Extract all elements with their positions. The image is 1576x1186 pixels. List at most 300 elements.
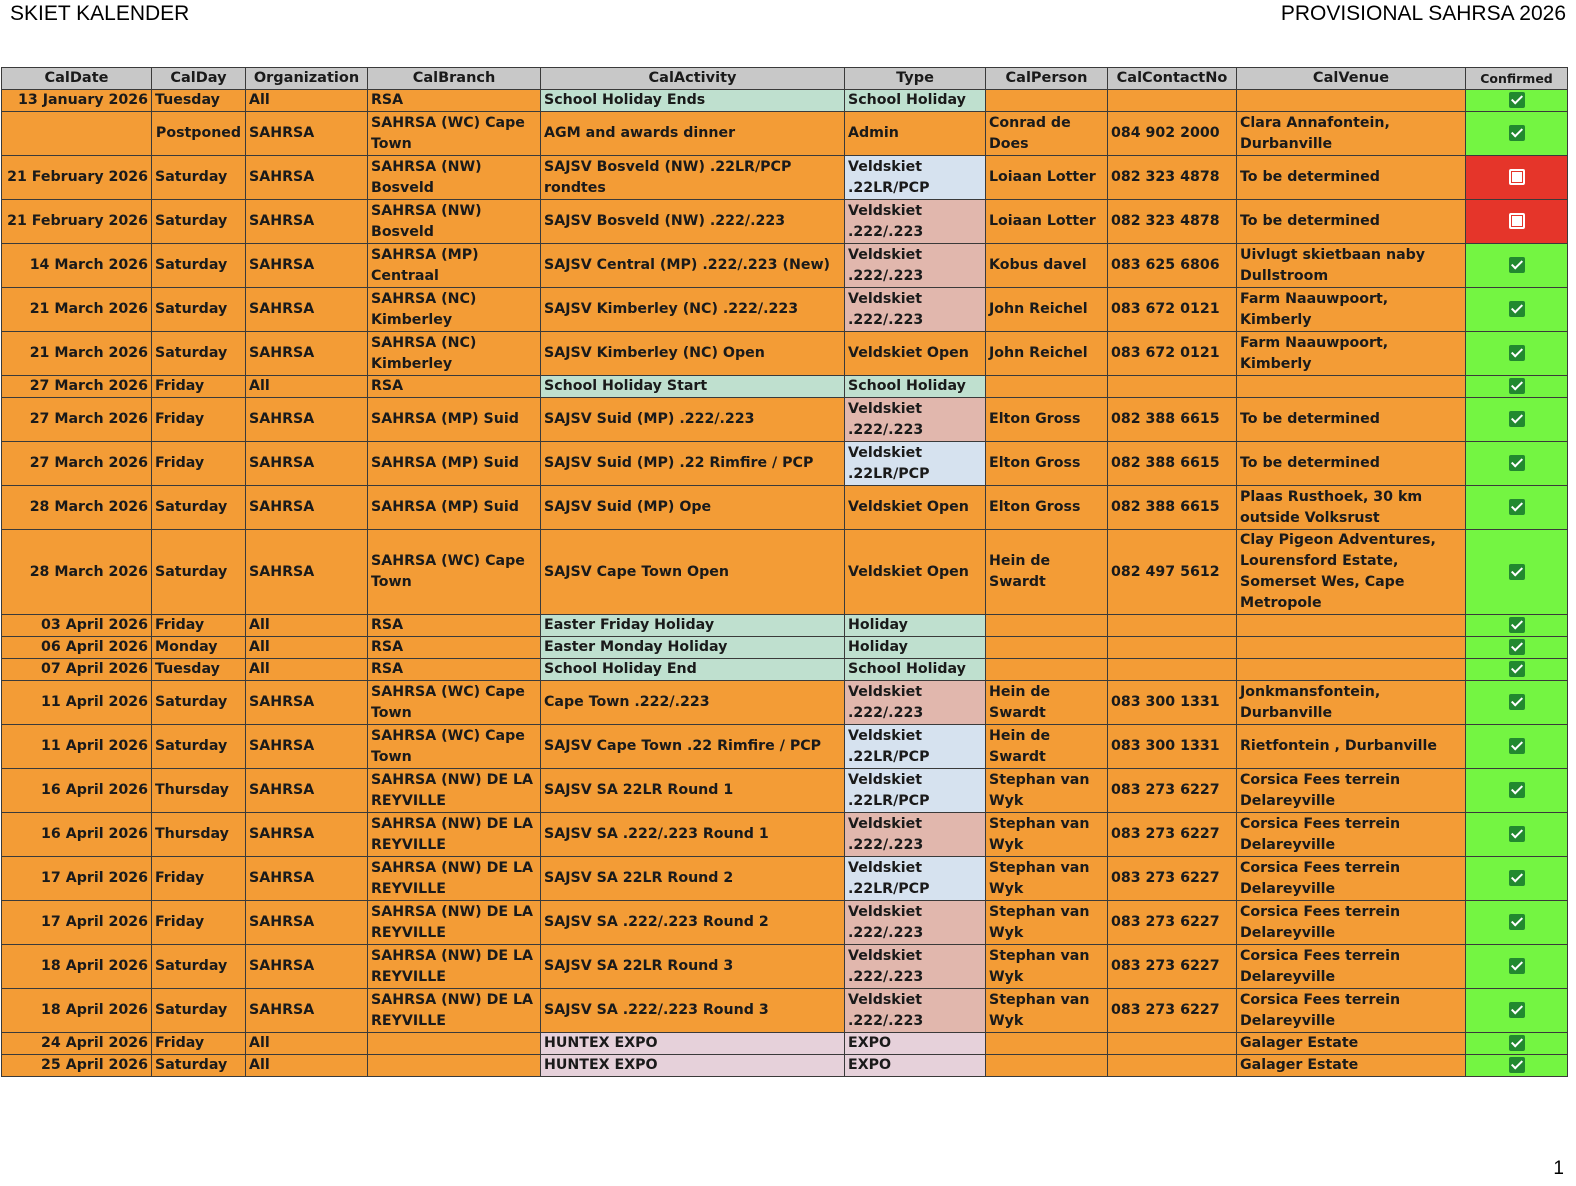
checkbox-checked-icon[interactable] (1509, 345, 1525, 361)
cell-calbranch: SAHRSA (NW) DE LA REYVILLE (368, 901, 541, 945)
cell-calday: Friday (152, 376, 246, 398)
checkbox-checked-icon[interactable] (1509, 782, 1525, 798)
cell-calactivity: SAJSV Suid (MP) .22 Rimfire / PCP (541, 442, 845, 486)
cell-calvenue (1237, 615, 1466, 637)
cell-calcontactno (1108, 659, 1237, 681)
cell-calactivity: School Holiday End (541, 659, 845, 681)
checkbox-checked-icon[interactable] (1509, 1057, 1525, 1073)
cell-calbranch: SAHRSA (NW) DE LA REYVILLE (368, 813, 541, 857)
cell-confirmed (1466, 112, 1568, 156)
cell-confirmed (1466, 442, 1568, 486)
cell-calvenue: Corsica Fees terrein Delareyville (1237, 813, 1466, 857)
cell-caldate (2, 112, 152, 156)
cell-calactivity: SAJSV SA 22LR Round 1 (541, 769, 845, 813)
cell-type: Veldskiet .222/.223 (845, 989, 986, 1033)
col-header-calbranch: CalBranch (368, 68, 541, 90)
cell-type: Veldskiet .222/.223 (845, 813, 986, 857)
cell-calbranch: SAHRSA (MP) Suid (368, 398, 541, 442)
cell-caldate: 16 April 2026 (2, 813, 152, 857)
cell-calperson (986, 376, 1108, 398)
checkbox-checked-icon[interactable] (1509, 564, 1525, 580)
cell-calcontactno: 083 273 6227 (1108, 813, 1237, 857)
cell-calbranch: RSA (368, 659, 541, 681)
cell-calactivity: SAJSV Suid (MP) Ope (541, 486, 845, 530)
cell-calvenue: To be determined (1237, 398, 1466, 442)
cell-calactivity: SAJSV SA .222/.223 Round 3 (541, 989, 845, 1033)
cell-calvenue (1237, 376, 1466, 398)
cell-calcontactno: 082 497 5612 (1108, 530, 1237, 615)
cell-calvenue: Clara Annafontein, Durbanville (1237, 112, 1466, 156)
cell-organization: All (246, 637, 368, 659)
cell-calday: Postponed (152, 112, 246, 156)
table-row (2, 288, 1568, 332)
checkbox-checked-icon[interactable] (1509, 661, 1525, 677)
cell-calactivity: AGM and awards dinner (541, 112, 845, 156)
cell-calbranch: SAHRSA (MP) Centraal (368, 244, 541, 288)
cell-calperson: Stephan van Wyk (986, 945, 1108, 989)
cell-confirmed (1466, 813, 1568, 857)
table-row (2, 90, 1568, 112)
cell-calcontactno: 083 273 6227 (1108, 945, 1237, 989)
cell-type: Veldskiet .222/.223 (845, 288, 986, 332)
cell-calday: Friday (152, 857, 246, 901)
cell-calbranch: SAHRSA (NC) Kimberley (368, 288, 541, 332)
cell-confirmed (1466, 1055, 1568, 1077)
cell-caldate: 27 March 2026 (2, 398, 152, 442)
cell-type: School Holiday (845, 376, 986, 398)
cell-caldate: 21 March 2026 (2, 288, 152, 332)
cell-caldate: 24 April 2026 (2, 1033, 152, 1055)
cell-calday: Tuesday (152, 90, 246, 112)
checkbox-checked-icon[interactable] (1509, 499, 1525, 515)
col-header-calvenue: CalVenue (1237, 68, 1466, 90)
table-row (2, 989, 1568, 1033)
cell-confirmed (1466, 486, 1568, 530)
checkbox-checked-icon[interactable] (1509, 738, 1525, 754)
cell-organization: SAHRSA (246, 945, 368, 989)
cell-confirmed (1466, 1033, 1568, 1055)
cell-calvenue: Corsica Fees terrein Delareyville (1237, 769, 1466, 813)
cell-confirmed (1466, 244, 1568, 288)
cell-calvenue: To be determined (1237, 200, 1466, 244)
cell-calbranch: RSA (368, 90, 541, 112)
cell-confirmed (1466, 725, 1568, 769)
cell-calcontactno: 083 273 6227 (1108, 901, 1237, 945)
cell-calbranch: RSA (368, 637, 541, 659)
cell-calperson: Loiaan Lotter (986, 156, 1108, 200)
checkbox-checked-icon[interactable] (1509, 1035, 1525, 1051)
cell-calvenue: Galager Estate (1237, 1055, 1466, 1077)
cell-type: Veldskiet .222/.223 (845, 398, 986, 442)
cell-calactivity: SAJSV Central (MP) .222/.223 (New) (541, 244, 845, 288)
table-row (2, 901, 1568, 945)
table-row (2, 725, 1568, 769)
cell-calbranch (368, 1033, 541, 1055)
table-row (2, 486, 1568, 530)
cell-calbranch: SAHRSA (MP) Suid (368, 486, 541, 530)
checkbox-checked-icon[interactable] (1509, 92, 1525, 108)
cell-type: School Holiday (845, 659, 986, 681)
cell-calvenue: Corsica Fees terrein Delareyville (1237, 989, 1466, 1033)
cell-calcontactno: 083 273 6227 (1108, 857, 1237, 901)
cell-calactivity: SAJSV SA .222/.223 Round 1 (541, 813, 845, 857)
cell-calperson: Elton Gross (986, 398, 1108, 442)
cell-calbranch: RSA (368, 615, 541, 637)
cell-calbranch: SAHRSA (NW) DE LA REYVILLE (368, 769, 541, 813)
cell-organization: All (246, 90, 368, 112)
cell-calactivity: HUNTEX EXPO (541, 1033, 845, 1055)
cell-confirmed (1466, 901, 1568, 945)
cell-type: Veldskiet .222/.223 (845, 244, 986, 288)
cell-organization: SAHRSA (246, 288, 368, 332)
table-row (2, 244, 1568, 288)
cell-organization: SAHRSA (246, 681, 368, 725)
checkbox-checked-icon[interactable] (1509, 826, 1525, 842)
cell-calperson (986, 1055, 1108, 1077)
cell-calday: Saturday (152, 486, 246, 530)
cell-calcontactno: 083 300 1331 (1108, 681, 1237, 725)
cell-caldate: 21 March 2026 (2, 332, 152, 376)
cell-confirmed (1466, 681, 1568, 725)
cell-calday: Thursday (152, 769, 246, 813)
cell-type: EXPO (845, 1033, 986, 1055)
cell-calperson: John Reichel (986, 332, 1108, 376)
cell-calbranch: RSA (368, 376, 541, 398)
checkbox-checked-icon[interactable] (1509, 958, 1525, 974)
cell-calvenue: Corsica Fees terrein Delareyville (1237, 945, 1466, 989)
cell-calcontactno (1108, 1055, 1237, 1077)
cell-type: Veldskiet .22LR/PCP (845, 442, 986, 486)
cell-calperson (986, 615, 1108, 637)
cell-organization: SAHRSA (246, 332, 368, 376)
header-row (2, 68, 1568, 90)
cell-calperson: Stephan van Wyk (986, 857, 1108, 901)
cell-calbranch: SAHRSA (MP) Suid (368, 442, 541, 486)
col-header-confirmed: Confirmed (1466, 68, 1568, 90)
cell-confirmed (1466, 156, 1568, 200)
col-header-organization: Organization (246, 68, 368, 90)
cell-calvenue: Corsica Fees terrein Delareyville (1237, 901, 1466, 945)
col-header-calcontactno: CalContactNo (1108, 68, 1237, 90)
checkbox-checked-icon[interactable] (1509, 301, 1525, 317)
cell-calvenue: To be determined (1237, 442, 1466, 486)
col-header-calactivity: CalActivity (541, 68, 845, 90)
checkbox-unchecked-icon[interactable] (1509, 169, 1525, 185)
checkbox-checked-icon[interactable] (1509, 1002, 1525, 1018)
cell-calactivity: SAJSV Cape Town .22 Rimfire / PCP (541, 725, 845, 769)
cell-calday: Monday (152, 637, 246, 659)
checkbox-checked-icon[interactable] (1509, 411, 1525, 427)
cell-caldate: 11 April 2026 (2, 725, 152, 769)
cell-caldate: 17 April 2026 (2, 857, 152, 901)
cell-calcontactno: 083 300 1331 (1108, 725, 1237, 769)
table-row (2, 1055, 1568, 1077)
cell-calactivity: SAJSV SA .222/.223 Round 2 (541, 901, 845, 945)
cell-caldate: 03 April 2026 (2, 615, 152, 637)
cell-calvenue (1237, 637, 1466, 659)
cell-calactivity: SAJSV Kimberley (NC) Open (541, 332, 845, 376)
cell-calcontactno: 083 672 0121 (1108, 332, 1237, 376)
cell-calday: Saturday (152, 156, 246, 200)
cell-type: Veldskiet .222/.223 (845, 681, 986, 725)
table-row (2, 857, 1568, 901)
cell-calperson (986, 90, 1108, 112)
cell-calday: Saturday (152, 681, 246, 725)
table-row (2, 615, 1568, 637)
cell-organization: SAHRSA (246, 398, 368, 442)
cell-calperson: Stephan van Wyk (986, 901, 1108, 945)
table-row (2, 156, 1568, 200)
table-row (2, 1033, 1568, 1055)
cell-calcontactno: 082 388 6615 (1108, 398, 1237, 442)
cell-calperson: Hein de Swardt (986, 530, 1108, 615)
cell-calday: Friday (152, 442, 246, 486)
cell-caldate: 25 April 2026 (2, 1055, 152, 1077)
cell-calactivity: Easter Monday Holiday (541, 637, 845, 659)
cell-calvenue (1237, 659, 1466, 681)
cell-calvenue: Corsica Fees terrein Delareyville (1237, 857, 1466, 901)
cell-caldate: 28 March 2026 (2, 530, 152, 615)
cell-calactivity: SAJSV SA 22LR Round 2 (541, 857, 845, 901)
cell-confirmed (1466, 637, 1568, 659)
cell-confirmed (1466, 530, 1568, 615)
checkbox-checked-icon[interactable] (1509, 914, 1525, 930)
cell-calactivity: Easter Friday Holiday (541, 615, 845, 637)
col-header-type: Type (845, 68, 986, 90)
checkbox-checked-icon[interactable] (1509, 639, 1525, 655)
cell-organization: SAHRSA (246, 200, 368, 244)
cell-organization: SAHRSA (246, 813, 368, 857)
table-row (2, 769, 1568, 813)
cell-calcontactno (1108, 637, 1237, 659)
table-row (2, 332, 1568, 376)
checkbox-unchecked-icon[interactable] (1509, 213, 1525, 229)
cell-calday: Saturday (152, 945, 246, 989)
cell-organization: All (246, 376, 368, 398)
cell-organization: SAHRSA (246, 486, 368, 530)
document-title: SKIET KALENDER (10, 2, 190, 25)
cell-caldate: 21 February 2026 (2, 156, 152, 200)
cell-calday: Tuesday (152, 659, 246, 681)
table-row (2, 681, 1568, 725)
cell-type: Veldskiet .222/.223 (845, 901, 986, 945)
cell-calbranch: SAHRSA (WC) Cape Town (368, 681, 541, 725)
table-row (2, 442, 1568, 486)
cell-calactivity: SAJSV SA 22LR Round 3 (541, 945, 845, 989)
cell-calday: Saturday (152, 288, 246, 332)
cell-calperson: Hein de Swardt (986, 725, 1108, 769)
document-subtitle: PROVISIONAL SAHRSA 2026 (1280, 2, 1566, 25)
cell-type: Holiday (845, 637, 986, 659)
table-row (2, 200, 1568, 244)
cell-calday: Saturday (152, 200, 246, 244)
cell-calactivity: SAJSV Bosveld (NW) .222/.223 (541, 200, 845, 244)
cell-type: School Holiday (845, 90, 986, 112)
cell-confirmed (1466, 200, 1568, 244)
cell-organization: SAHRSA (246, 857, 368, 901)
cell-calcontactno: 084 902 2000 (1108, 112, 1237, 156)
cell-type: Holiday (845, 615, 986, 637)
cell-confirmed (1466, 90, 1568, 112)
cell-organization: SAHRSA (246, 725, 368, 769)
cell-calcontactno: 083 625 6806 (1108, 244, 1237, 288)
cell-calperson (986, 1033, 1108, 1055)
cell-caldate: 27 March 2026 (2, 376, 152, 398)
checkbox-checked-icon[interactable] (1509, 870, 1525, 886)
checkbox-checked-icon[interactable] (1509, 455, 1525, 471)
cell-type: Veldskiet .22LR/PCP (845, 725, 986, 769)
cell-calday: Saturday (152, 530, 246, 615)
cell-caldate: 13 January 2026 (2, 90, 152, 112)
cell-calvenue: Plaas Rusthoek, 30 km outside Volksrust (1237, 486, 1466, 530)
cell-type: Veldskiet Open (845, 332, 986, 376)
cell-organization: All (246, 1033, 368, 1055)
cell-calvenue: Clay Pigeon Adventures, Lourensford Estate, Somerset Wes, Cape Metropole (1237, 530, 1466, 615)
cell-calvenue (1237, 90, 1466, 112)
cell-calcontactno: 083 672 0121 (1108, 288, 1237, 332)
col-header-calday: CalDay (152, 68, 246, 90)
cell-calperson (986, 659, 1108, 681)
cell-caldate: 06 April 2026 (2, 637, 152, 659)
cell-calday: Thursday (152, 813, 246, 857)
page-number: 1 (1553, 1158, 1564, 1179)
cell-calactivity: SAJSV Cape Town Open (541, 530, 845, 615)
cell-calperson: Elton Gross (986, 486, 1108, 530)
cell-calactivity: SAJSV Suid (MP) .222/.223 (541, 398, 845, 442)
cell-calvenue: Uivlugt skietbaan naby Dullstroom (1237, 244, 1466, 288)
cell-calcontactno: 082 388 6615 (1108, 486, 1237, 530)
cell-calperson: Conrad de Does (986, 112, 1108, 156)
cell-calcontactno: 083 273 6227 (1108, 989, 1237, 1033)
cell-confirmed (1466, 332, 1568, 376)
cell-calday: Saturday (152, 244, 246, 288)
cell-caldate: 17 April 2026 (2, 901, 152, 945)
cell-calday: Friday (152, 1033, 246, 1055)
cell-caldate: 27 March 2026 (2, 442, 152, 486)
cell-calday: Saturday (152, 332, 246, 376)
cell-calbranch: SAHRSA (NW) DE LA REYVILLE (368, 857, 541, 901)
cell-calcontactno (1108, 376, 1237, 398)
cell-type: Veldskiet Open (845, 486, 986, 530)
table-row (2, 659, 1568, 681)
cell-caldate: 07 April 2026 (2, 659, 152, 681)
cell-calcontactno: 083 273 6227 (1108, 769, 1237, 813)
cell-calbranch: SAHRSA (WC) Cape Town (368, 112, 541, 156)
cell-calcontactno (1108, 615, 1237, 637)
cell-calday: Saturday (152, 989, 246, 1033)
cell-calvenue: To be determined (1237, 156, 1466, 200)
cell-calday: Friday (152, 615, 246, 637)
cell-calcontactno: 082 323 4878 (1108, 156, 1237, 200)
cell-calcontactno (1108, 90, 1237, 112)
cell-organization: All (246, 659, 368, 681)
cell-organization: SAHRSA (246, 112, 368, 156)
cell-type: Veldskiet .222/.223 (845, 200, 986, 244)
cell-caldate: 18 April 2026 (2, 989, 152, 1033)
cell-calperson: Hein de Swardt (986, 681, 1108, 725)
cell-calactivity: School Holiday Ends (541, 90, 845, 112)
cell-calperson: Loiaan Lotter (986, 200, 1108, 244)
cell-organization: SAHRSA (246, 769, 368, 813)
cell-calvenue: Rietfontein , Durbanville (1237, 725, 1466, 769)
cell-caldate: 11 April 2026 (2, 681, 152, 725)
cell-organization: All (246, 615, 368, 637)
checkbox-checked-icon[interactable] (1509, 617, 1525, 633)
cell-caldate: 28 March 2026 (2, 486, 152, 530)
table-row (2, 530, 1568, 615)
cell-caldate: 21 February 2026 (2, 200, 152, 244)
cell-confirmed (1466, 945, 1568, 989)
cell-calvenue: Jonkmansfontein, Durbanville (1237, 681, 1466, 725)
cell-calday: Friday (152, 398, 246, 442)
cell-confirmed (1466, 615, 1568, 637)
cell-caldate: 18 April 2026 (2, 945, 152, 989)
cell-type: Veldskiet .22LR/PCP (845, 156, 986, 200)
cell-calbranch: SAHRSA (NC) Kimberley (368, 332, 541, 376)
cell-calday: Friday (152, 901, 246, 945)
cell-calperson: Stephan van Wyk (986, 813, 1108, 857)
calendar-table (1, 67, 1568, 1077)
cell-calvenue: Farm Naauwpoort, Kimberly (1237, 288, 1466, 332)
table-row (2, 398, 1568, 442)
cell-confirmed (1466, 769, 1568, 813)
cell-calbranch: SAHRSA (NW) DE LA REYVILLE (368, 989, 541, 1033)
checkbox-checked-icon[interactable] (1509, 125, 1525, 141)
cell-calvenue: Farm Naauwpoort, Kimberly (1237, 332, 1466, 376)
cell-calactivity: SAJSV Bosveld (NW) .22LR/PCP rondtes (541, 156, 845, 200)
cell-calcontactno (1108, 1033, 1237, 1055)
cell-organization: SAHRSA (246, 244, 368, 288)
checkbox-checked-icon[interactable] (1509, 378, 1525, 394)
cell-calperson (986, 637, 1108, 659)
cell-calvenue: Galager Estate (1237, 1033, 1466, 1055)
cell-type: Veldskiet .22LR/PCP (845, 769, 986, 813)
cell-organization: SAHRSA (246, 530, 368, 615)
cell-calbranch: SAHRSA (NW) Bosveld (368, 200, 541, 244)
checkbox-checked-icon[interactable] (1509, 257, 1525, 273)
cell-calday: Saturday (152, 725, 246, 769)
cell-type: EXPO (845, 1055, 986, 1077)
table-row (2, 637, 1568, 659)
cell-type: Veldskiet .222/.223 (845, 945, 986, 989)
cell-calactivity: SAJSV Kimberley (NC) .222/.223 (541, 288, 845, 332)
cell-calcontactno: 082 388 6615 (1108, 442, 1237, 486)
cell-organization: All (246, 1055, 368, 1077)
cell-confirmed (1466, 288, 1568, 332)
table-row (2, 112, 1568, 156)
cell-calperson: Elton Gross (986, 442, 1108, 486)
cell-confirmed (1466, 659, 1568, 681)
cell-calcontactno: 082 323 4878 (1108, 200, 1237, 244)
cell-calperson: Kobus davel (986, 244, 1108, 288)
cell-calperson: Stephan van Wyk (986, 989, 1108, 1033)
cell-calday: Saturday (152, 1055, 246, 1077)
cell-organization: SAHRSA (246, 901, 368, 945)
cell-organization: SAHRSA (246, 156, 368, 200)
table-row (2, 813, 1568, 857)
cell-confirmed (1466, 376, 1568, 398)
col-header-calperson: CalPerson (986, 68, 1108, 90)
cell-type: Veldskiet .22LR/PCP (845, 857, 986, 901)
table-row (2, 376, 1568, 398)
col-header-caldate: CalDate (2, 68, 152, 90)
cell-organization: SAHRSA (246, 442, 368, 486)
cell-calbranch: SAHRSA (WC) Cape Town (368, 725, 541, 769)
cell-caldate: 14 March 2026 (2, 244, 152, 288)
checkbox-checked-icon[interactable] (1509, 694, 1525, 710)
cell-organization: SAHRSA (246, 989, 368, 1033)
cell-calperson: Stephan van Wyk (986, 769, 1108, 813)
